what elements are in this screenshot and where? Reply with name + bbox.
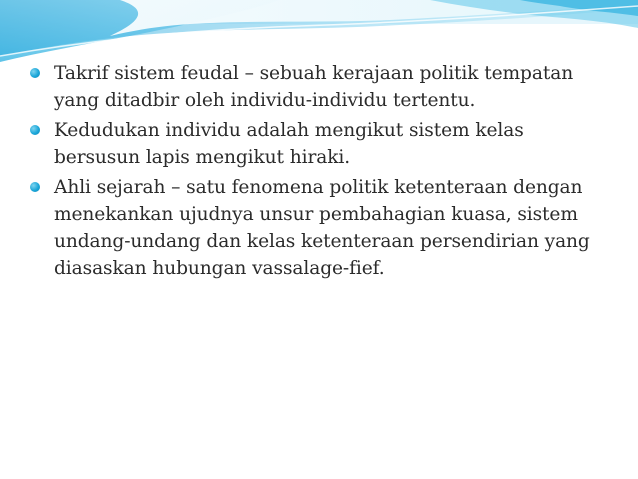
- bullet-text: Ahli sejarah – satu fenomena politik ketenteraan dengan menekankan ujudnya unsur pembahagian kuasa, sistem undang-undang dan kelas ketenteraan persendirian yang diasaskan hubungan vassalage-fief.: [54, 177, 590, 279]
- bullet-icon: [30, 60, 54, 78]
- list-item: [30, 174, 615, 282]
- bullet-icon: [30, 117, 54, 135]
- bullet-list: [30, 60, 615, 285]
- list-item: [30, 117, 615, 171]
- bullet-icon: [30, 174, 54, 192]
- bullet-text: Takrif sistem feudal – sebuah kerajaan politik tempatan yang ditadbir oleh individu-individu tertentu.: [54, 63, 574, 111]
- list-item: [30, 60, 615, 114]
- bullet-text: Kedudukan individu adalah mengikut sistem kelas bersusun lapis mengikut hiraki.: [54, 120, 524, 168]
